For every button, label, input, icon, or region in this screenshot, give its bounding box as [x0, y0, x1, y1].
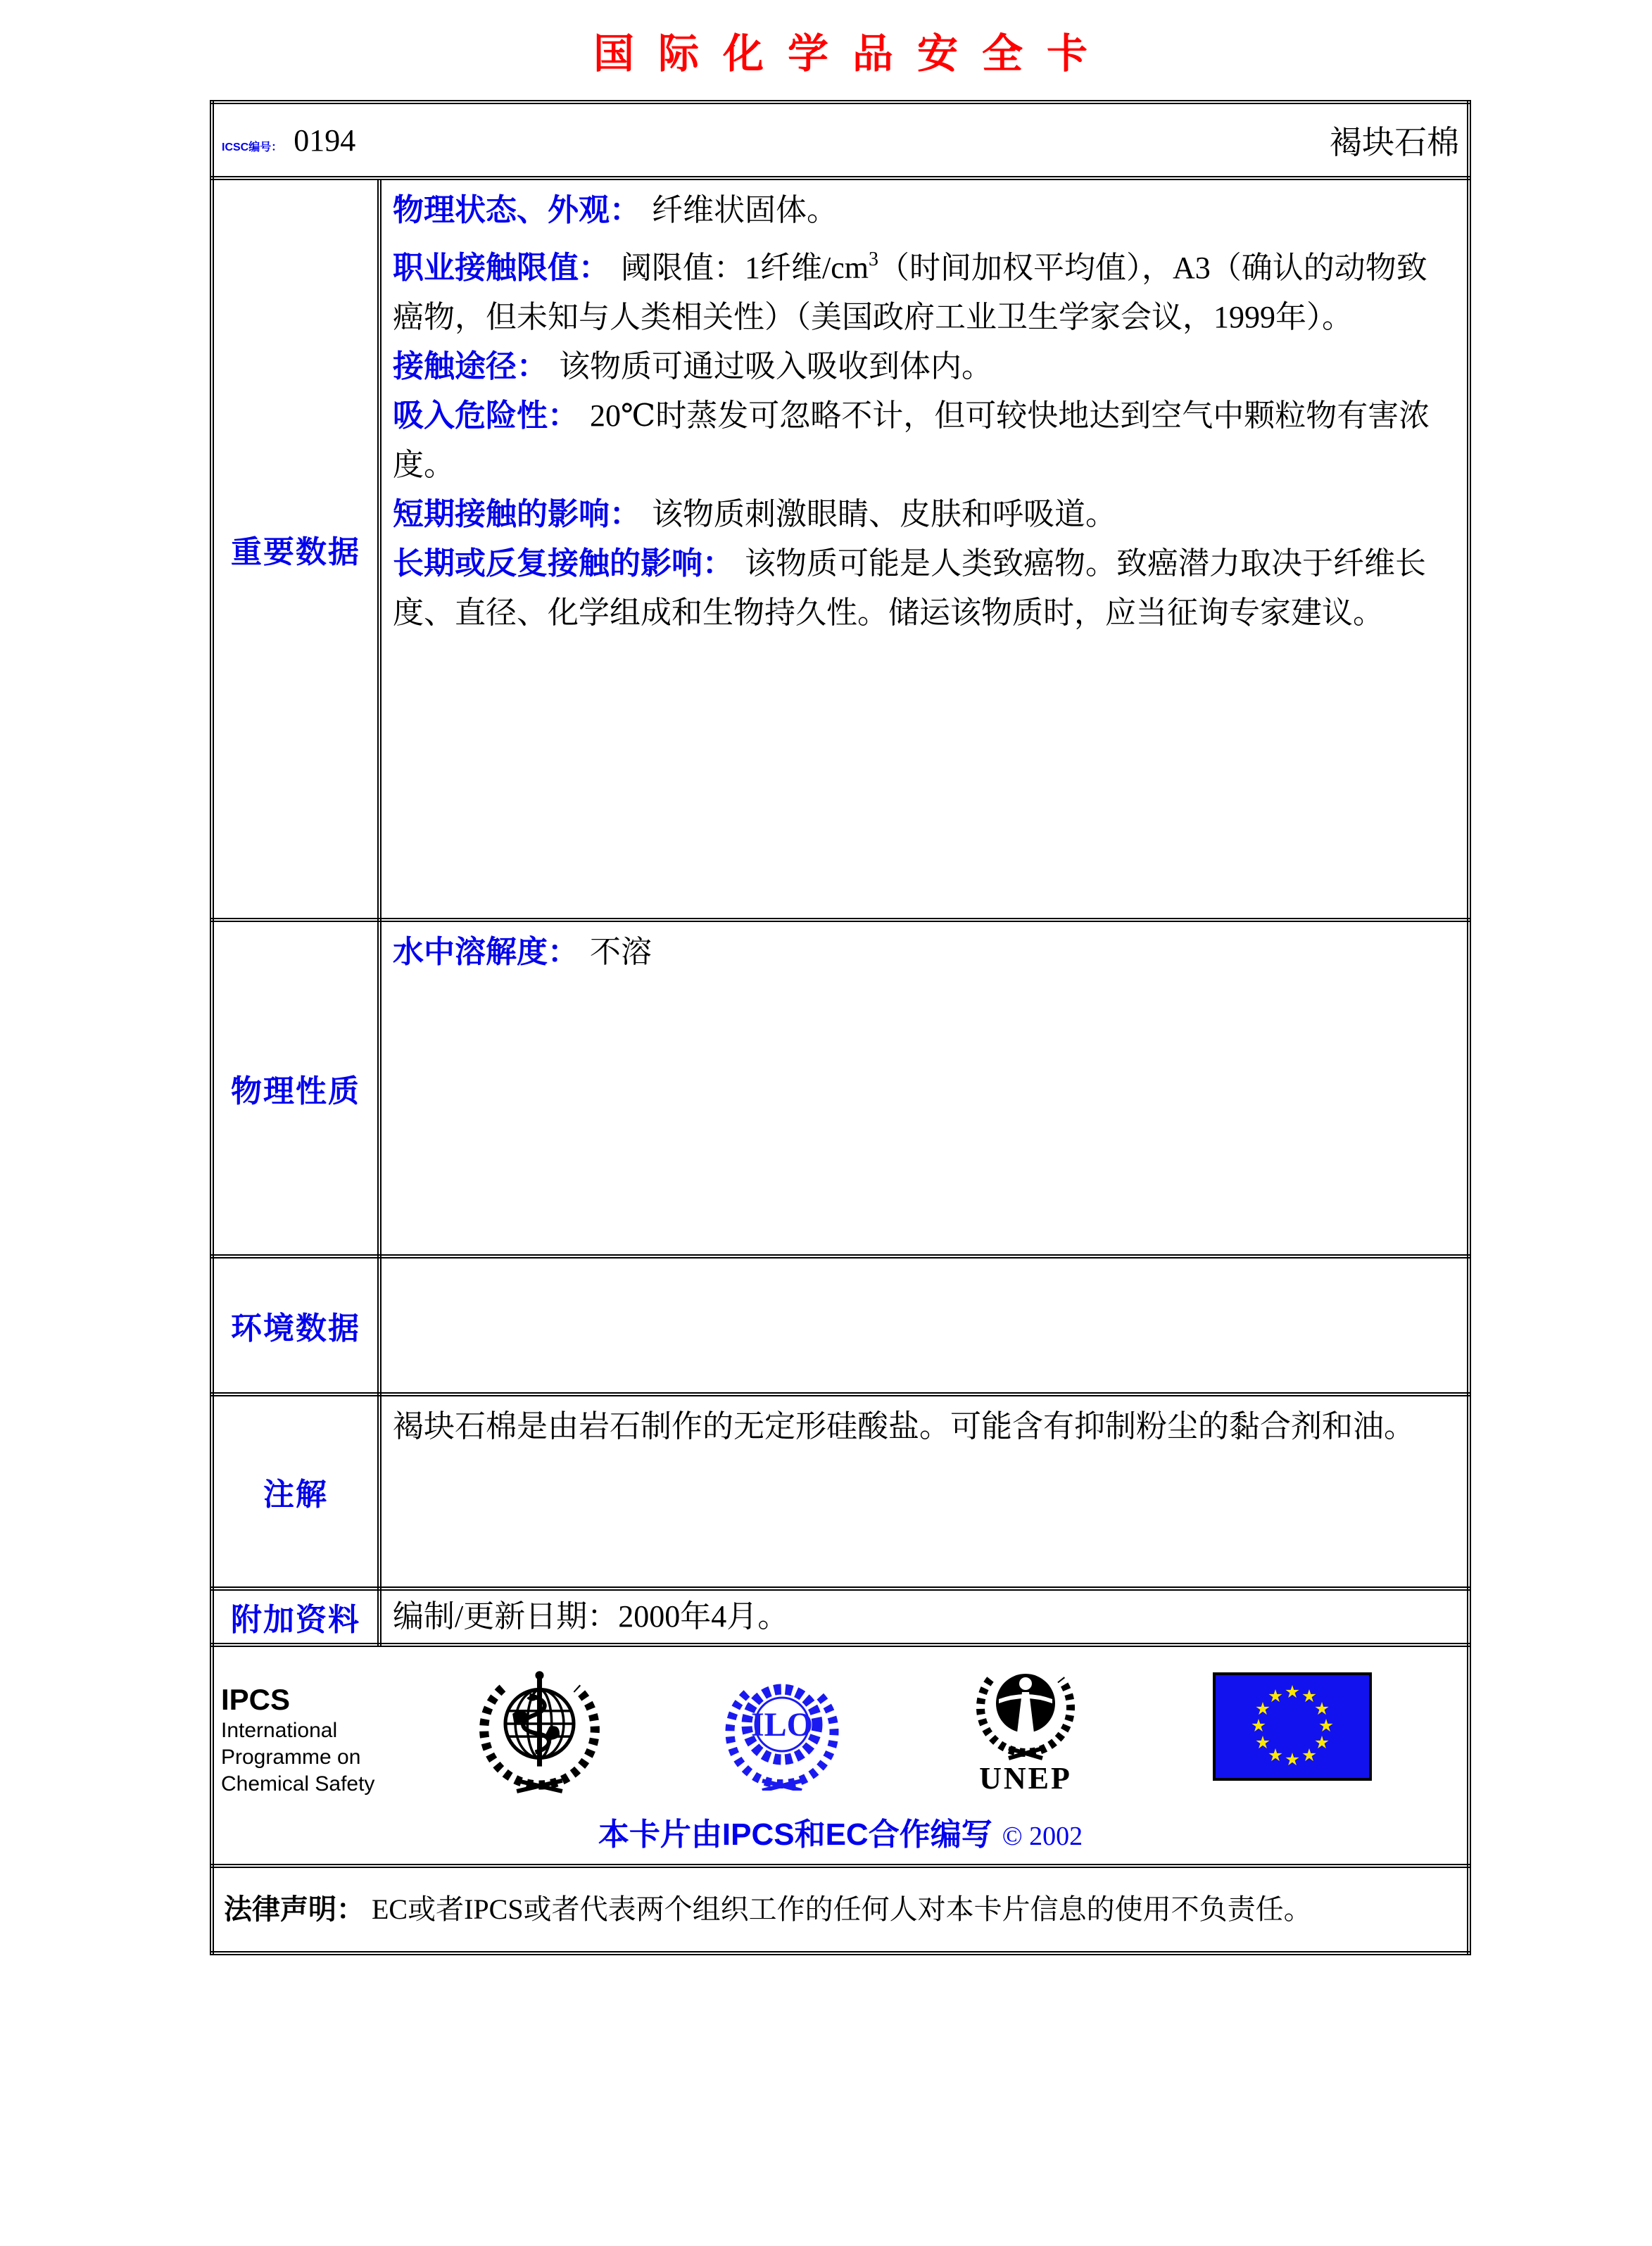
notes-content: 褐块石棉是由岩石制作的无定形硅酸盐。可能含有抑制粉尘的黏合剂和油。 — [379, 1394, 1469, 1589]
ilo-logo-icon — [719, 1664, 845, 1794]
legal-row — [212, 1866, 1469, 1953]
logo-strip — [214, 1655, 1467, 1798]
field-row — [393, 342, 1456, 391]
chemical-name: 褐块石棉 — [1330, 125, 1459, 160]
physical-properties-content — [379, 920, 1469, 1256]
icsc-number-value: 0194 — [294, 122, 356, 158]
section-label-environmental-data: 环境数据 — [212, 1256, 379, 1394]
field-row — [393, 539, 1456, 638]
ipcs-acronym: IPCS — [221, 1683, 291, 1716]
eu-flag-icon — [1213, 1672, 1372, 1781]
section-label-physical-properties: 物理性质 — [212, 920, 379, 1256]
field-row — [393, 235, 1456, 342]
field-value: （时间加权平均值），A3（确认的动物致癌物，但未知与人类相关性）（美国政府工业卫生学家会议，1999年）。 — [393, 251, 1427, 334]
who-logo-icon — [474, 1658, 605, 1797]
field-row — [393, 490, 1456, 539]
field-value: 不溶 — [590, 935, 652, 969]
field-value: 该物质可能是人类致癌物。致癌潜力取决于纤维长度、直径、化学组成和生物持久性。储运该物质时，应当征询专家建议。 — [393, 546, 1426, 630]
section-label-notes: 注解 — [212, 1394, 379, 1589]
icsc-number-label: ICSC编号： — [222, 141, 283, 153]
field-value: 纤维状固体。 — [652, 193, 838, 227]
superscript: 3 — [868, 248, 878, 270]
caption-line — [214, 1809, 1467, 1864]
unep-label: UNEP — [979, 1761, 1072, 1796]
legal-label: 法律声明： — [224, 1894, 365, 1925]
page-title: 国际化学品安全卡 — [593, 31, 1111, 77]
additional-info-content — [379, 1589, 1469, 1645]
environmental-data-content — [379, 1256, 1469, 1394]
copyright-text: © 2002 — [1002, 1822, 1083, 1851]
icsc-card — [210, 0, 1471, 1955]
logos-row — [212, 1645, 1469, 1866]
update-date-label: 编制/更新日期： — [393, 1599, 619, 1634]
physical-properties-row — [212, 920, 1469, 1256]
notes-row — [212, 1394, 1469, 1589]
field-label: 职业接触限值： — [393, 251, 610, 285]
icsc-number-group — [222, 122, 355, 158]
field-label: 物理状态、外观： — [393, 193, 641, 227]
unep-logo-icon — [964, 1655, 1087, 1796]
field-value: 20℃时蒸发可忽略不计，但可较快地达到空气中颗粒物有害浓度。 — [393, 398, 1430, 482]
legal-text: EC或者IPCS或者代表两个组织工作的任何人对本卡片信息的使用不负责任。 — [372, 1893, 1312, 1925]
header-row — [212, 102, 1469, 178]
field-row — [393, 186, 1456, 235]
field-value: 该物质刺激眼睛、皮肤和呼吸道。 — [652, 497, 1116, 531]
svg-text:ILO: ILO — [750, 1706, 814, 1743]
field-label: 吸入危险性： — [393, 398, 579, 433]
section-label-additional-info: 附加资料 — [212, 1589, 379, 1645]
field-label: 水中溶解度： — [393, 935, 579, 969]
environmental-data-row — [212, 1256, 1469, 1394]
field-label: 接触途径： — [393, 349, 548, 384]
important-data-row — [212, 178, 1469, 920]
field-value: 该物质可通过吸入吸收到体内。 — [559, 349, 992, 384]
field-label: 短期接触的影响： — [393, 497, 641, 531]
field-label: 长期或反复接触的影响： — [393, 546, 733, 581]
additional-info-row — [212, 1589, 1469, 1645]
section-label-important-data: 重要数据 — [212, 178, 379, 920]
ipcs-wordmark: IPCS International Programme on Chemical Safety — [221, 1682, 397, 1798]
cooperation-caption: 本卡片由IPCS和EC合作编写 — [598, 1817, 992, 1852]
icsc-table — [210, 100, 1471, 1955]
field-value: 阈限值：1纤维/cm — [621, 251, 869, 285]
update-date-value: 2000年4月。 — [618, 1599, 789, 1634]
important-data-content — [379, 178, 1469, 920]
card-header — [215, 105, 1466, 175]
field-row — [393, 928, 1456, 977]
field-row — [393, 391, 1456, 490]
